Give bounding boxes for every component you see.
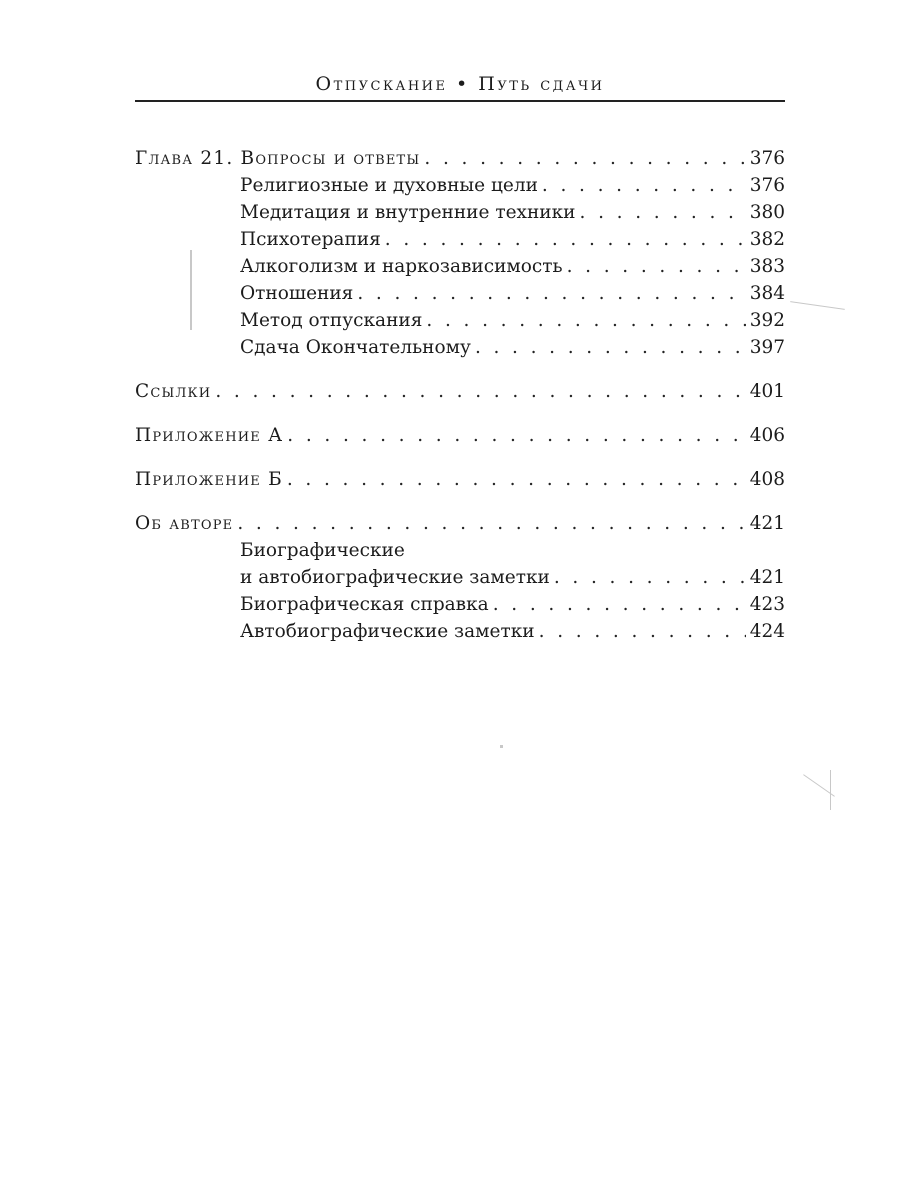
dot-leader [287, 466, 746, 493]
spacer [135, 449, 785, 466]
toc-entry-label: Психотерапия [240, 229, 381, 250]
toc-entry-label: Глава 21. Вопросы и ответы [135, 148, 421, 169]
spacer [135, 405, 785, 422]
toc-page-number: 384 [749, 283, 785, 304]
toc-entry-chapter-21[interactable] [135, 145, 785, 172]
toc-entry-about-author[interactable] [135, 510, 785, 537]
toc-entry-label: Ссылки [135, 381, 212, 402]
dot-leader [215, 378, 745, 405]
toc-page-number: 397 [749, 337, 785, 358]
toc-subentry-bio-notes[interactable] [135, 564, 785, 591]
toc-entry-label: Приложение Б [135, 469, 283, 490]
dot-leader [424, 145, 745, 172]
toc-subentry-bio-reference[interactable] [135, 591, 785, 618]
toc-entry-label: Об авторе [135, 513, 234, 534]
toc-subentry-surrender-ultimate[interactable] [135, 334, 785, 361]
toc-entry-label: Медитация и внутренние техники [240, 202, 576, 223]
toc-entry-references[interactable] [135, 378, 785, 405]
dot-leader [554, 564, 746, 591]
toc-entry-label: Автобиографические заметки [240, 621, 535, 642]
toc-page-number: 383 [749, 256, 785, 277]
toc-entry-appendix-b[interactable] [135, 466, 785, 493]
toc-page-number: 406 [749, 425, 785, 446]
toc-page-number: 401 [749, 381, 785, 402]
dot-leader [287, 422, 745, 449]
dot-leader [426, 307, 745, 334]
toc-page-number: 421 [749, 513, 785, 534]
dot-leader [237, 510, 745, 537]
scan-artifact [830, 770, 831, 810]
spacer [135, 361, 785, 378]
toc-entry-label: Сдача Окончательному [240, 337, 471, 358]
dot-leader [567, 253, 746, 280]
toc-entry-label: Отношения [240, 283, 354, 304]
toc-subentry-letting-go-method[interactable] [135, 307, 785, 334]
dot-leader [542, 172, 746, 199]
toc-entry-label: и автобиографические заметки [240, 567, 550, 588]
dot-leader [357, 280, 745, 307]
dot-leader [385, 226, 746, 253]
toc-page-number: 424 [749, 621, 785, 642]
table-of-contents [135, 145, 785, 645]
toc-page-number: 376 [749, 175, 785, 196]
toc-entry-label: Биографическая справка [240, 594, 489, 615]
dot-leader [539, 618, 746, 645]
toc-entry-label: Религиозные и духовные цели [240, 175, 538, 196]
toc-subentry-meditation[interactable] [135, 199, 785, 226]
toc-entry-label: Метод отпускания [240, 310, 423, 331]
toc-entry-label: Приложение А [135, 425, 284, 446]
spacer [135, 493, 785, 510]
toc-page-number: 423 [749, 594, 785, 615]
scan-artifact [190, 250, 192, 330]
toc-page-number: 392 [749, 310, 785, 331]
toc-subentry-relationships[interactable] [135, 280, 785, 307]
dot-leader [580, 199, 746, 226]
toc-page-number: 408 [749, 469, 785, 490]
toc-subentry-addiction[interactable] [135, 253, 785, 280]
dot-leader [475, 334, 746, 361]
toc-subentry-psychotherapy[interactable] [135, 226, 785, 253]
toc-page-number: 380 [749, 202, 785, 223]
toc-subentry-autobio-notes[interactable] [135, 618, 785, 645]
toc-entry-appendix-a[interactable] [135, 422, 785, 449]
toc-page-number: 421 [749, 567, 785, 588]
toc-page-number: 376 [749, 148, 785, 169]
toc-page-number: 382 [749, 229, 785, 250]
toc-subentry-bio-notes-line1[interactable] [135, 537, 785, 564]
dot-leader [493, 591, 746, 618]
toc-entry-label: Алкоголизм и наркозависимость [240, 256, 563, 277]
scan-artifact [790, 301, 845, 310]
toc-subentry-religious-goals[interactable] [135, 172, 785, 199]
toc-entry-label: Биографические [240, 540, 405, 561]
scan-artifact [500, 745, 503, 748]
header-rule [135, 100, 785, 102]
running-title: Отпускание • Путь сдачи [315, 73, 605, 95]
